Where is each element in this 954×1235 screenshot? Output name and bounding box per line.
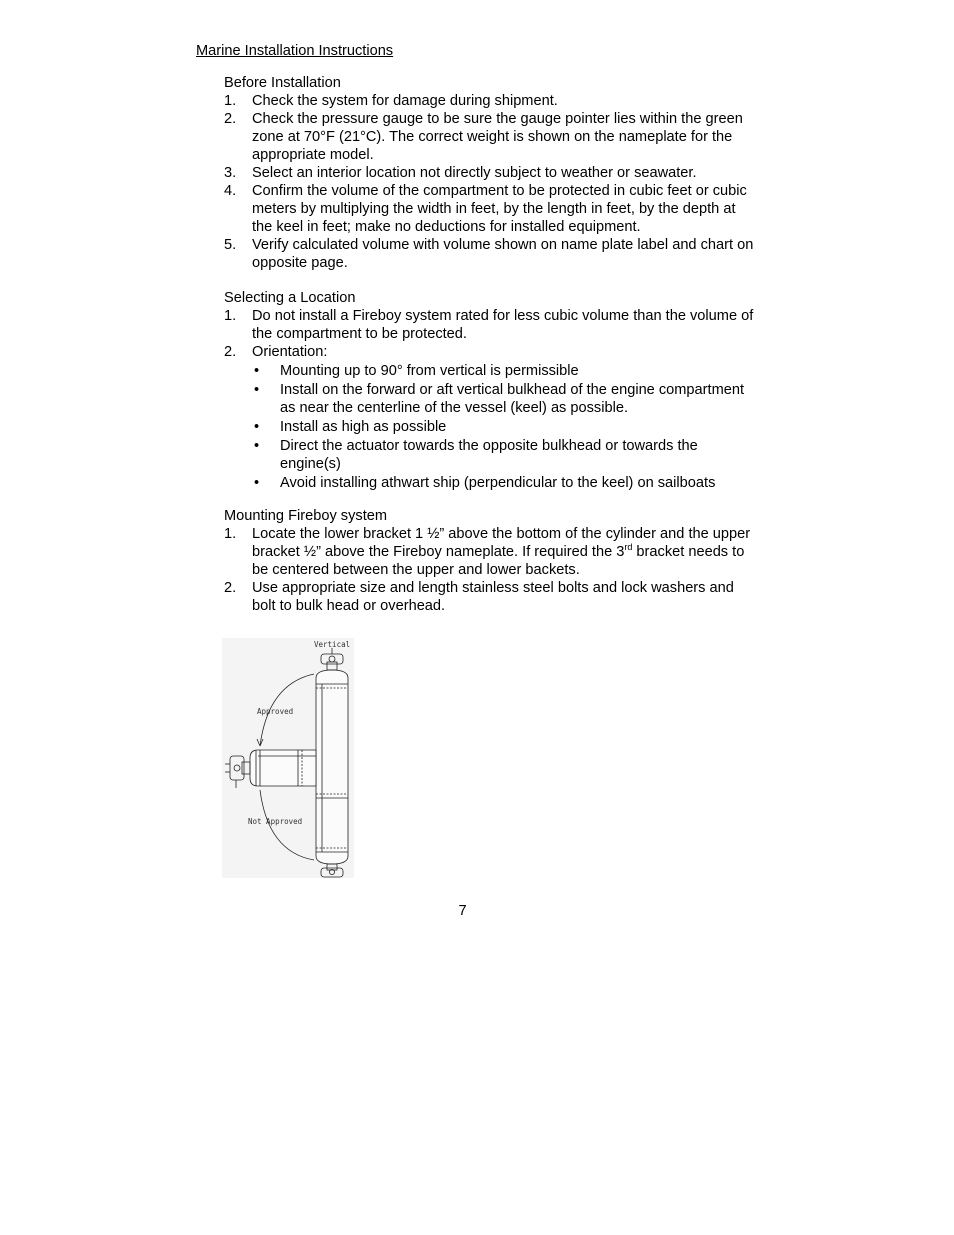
list-number: 2. xyxy=(224,344,237,360)
list-item xyxy=(224,92,754,110)
list-number: 3. xyxy=(224,165,237,181)
selecting-location-steps xyxy=(224,307,754,492)
list-item xyxy=(224,164,754,182)
section-heading: Selecting a Location xyxy=(224,290,356,306)
bullet-item xyxy=(252,381,754,417)
bullet-text: Direct the actuator towards the opposite bulkhead or towards the engine(s) xyxy=(280,438,698,472)
list-item xyxy=(224,525,754,579)
list-text: Do not install a Fireboy system rated for less cubic volume than the volume of the compartment to be protected. xyxy=(252,308,754,342)
orientation-drawing xyxy=(222,638,354,878)
list-text: Locate the lower bracket 1 ½” above the bottom of the cylinder and the upper bracket ½” above the Fireboy nameplate. If required the 3 xyxy=(252,526,751,560)
list-number: 4. xyxy=(224,183,237,199)
selecting-location-section xyxy=(224,289,754,493)
bullet-text: Install on the forward or aft vertical bulkhead of the engine compartment as near the centerline of the vessel (keel) as possible. xyxy=(280,382,745,416)
orientation-diagram xyxy=(222,638,354,878)
list-number: 2. xyxy=(224,111,237,127)
bullet-item xyxy=(252,362,754,380)
bullet-text: Install as high as possible xyxy=(280,419,447,435)
mounting-steps xyxy=(224,525,754,615)
list-item xyxy=(224,182,754,236)
bullet-icon: • xyxy=(254,438,260,454)
not-approved-label: Not Approved xyxy=(248,817,303,826)
list-text: Select an interior location not directly subject to weather or seawater. xyxy=(252,165,697,181)
list-number: 2. xyxy=(224,580,237,596)
bullet-item xyxy=(252,437,754,473)
page-number: 7 xyxy=(458,903,467,919)
bullet-icon: • xyxy=(254,363,260,379)
bullet-text: Avoid installing athwart ship (perpendicular to the keel) on sailboats xyxy=(280,475,716,491)
list-number: 5. xyxy=(224,237,237,253)
list-text: Orientation: xyxy=(252,344,328,360)
before-installation-steps xyxy=(224,92,754,272)
list-item xyxy=(224,236,754,272)
section-heading: Mounting Fireboy system xyxy=(224,508,388,524)
superscript: rd xyxy=(624,542,633,552)
list-text: Verify calculated volume with volume shown on name plate label and chart on opposite page. xyxy=(252,237,754,271)
bullet-item xyxy=(252,418,754,436)
approved-label: Approved xyxy=(257,707,294,716)
list-number: 1. xyxy=(224,308,237,324)
list-text: Confirm the volume of the compartment to be protected in cubic feet or cubic meters by multiplying the width in feet, by the length in feet, by the depth at the keel in feet; make no deductions for installed equipment. xyxy=(252,183,747,235)
list-text: Use appropriate size and length stainless steel bolts and lock washers and bolt to bulk head or overhead. xyxy=(252,580,734,614)
list-number: 1. xyxy=(224,93,237,109)
list-item xyxy=(224,307,754,343)
list-text: Check the pressure gauge to be sure the gauge pointer lies within the green zone at 70°F (21°C). The correct weight is shown on the nameplate for the appropriate model. xyxy=(252,111,743,163)
orientation-bullets xyxy=(252,362,754,492)
document-title: Marine Installation Instructions xyxy=(196,43,394,59)
list-item xyxy=(224,110,754,164)
bullet-text: Mounting up to 90° from vertical is permissible xyxy=(280,363,579,379)
list-text: Check the system for damage during shipment. xyxy=(252,93,558,109)
bullet-item xyxy=(252,474,754,492)
vertical-label: Vertical xyxy=(314,640,351,649)
bullet-icon: • xyxy=(254,419,260,435)
bullet-icon: • xyxy=(254,382,260,398)
mounting-section xyxy=(224,507,754,615)
bullet-icon: • xyxy=(254,475,260,491)
before-installation-section xyxy=(224,74,754,272)
list-item xyxy=(224,343,754,492)
section-heading: Before Installation xyxy=(224,75,341,91)
list-number: 1. xyxy=(224,526,237,542)
list-item xyxy=(224,579,754,615)
list-text: bracket needs to be centered between the upper and lower backets. xyxy=(252,544,745,578)
